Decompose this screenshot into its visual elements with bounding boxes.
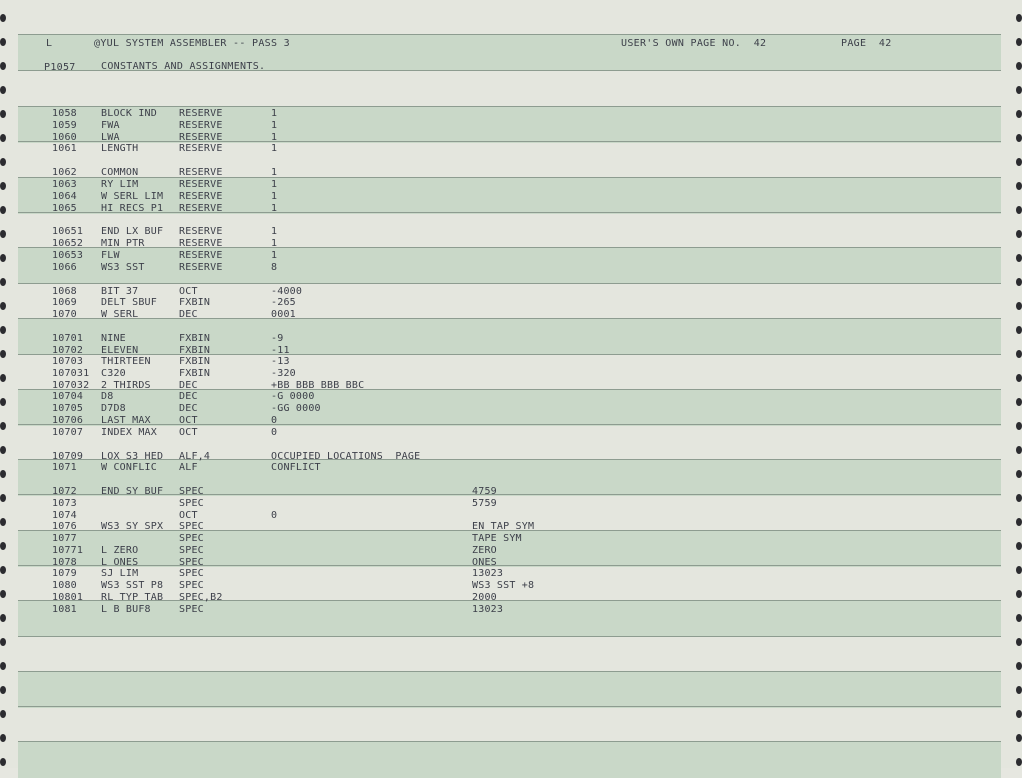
feed-hole <box>1016 134 1022 142</box>
line-address: 0001 <box>271 309 296 320</box>
line-number: 1077 <box>52 533 77 544</box>
feed-hole <box>0 638 6 646</box>
paper-band <box>18 600 1001 637</box>
line-number: 107031 <box>52 368 90 379</box>
line-opcode: RESERVE <box>179 250 223 261</box>
line-opcode: DEC <box>179 403 198 414</box>
line-label: INDEX MAX <box>101 427 157 438</box>
line-number: 1068 <box>52 286 77 297</box>
feed-hole <box>1016 230 1022 238</box>
line-opcode: DEC <box>179 391 198 402</box>
line-address: 1 <box>271 120 278 131</box>
line-address: 1 <box>271 108 278 119</box>
line-number: 10706 <box>52 415 84 426</box>
feed-hole <box>0 494 6 502</box>
paper-band <box>18 636 1001 672</box>
line-label: WS3 SST <box>101 262 145 273</box>
line-number: 10703 <box>52 356 84 367</box>
line-opcode: OCT <box>179 286 198 297</box>
line-number: 1074 <box>52 510 77 521</box>
line-address: -9 <box>271 333 284 344</box>
line-label: THIRTEEN <box>101 356 151 367</box>
feed-hole <box>0 758 6 766</box>
line-number: 10707 <box>52 427 84 438</box>
line-label: D8 <box>101 391 114 402</box>
line-operand: WS3 SST +8 <box>472 580 535 591</box>
line-number: 1070 <box>52 309 77 320</box>
line-opcode: SPEC <box>179 568 204 579</box>
paper-band <box>18 318 1001 355</box>
feed-hole <box>0 518 6 526</box>
feed-hole <box>1016 182 1022 190</box>
feed-hole <box>1016 494 1022 502</box>
line-label: W SERL LIM <box>101 191 164 202</box>
line-label: DELT SBUF <box>101 297 157 308</box>
feed-hole <box>1016 350 1022 358</box>
line-label: HI RECS P1 <box>101 203 164 214</box>
line-opcode: SPEC <box>179 521 204 532</box>
line-label: FWA <box>101 120 120 131</box>
paper-band <box>18 459 1001 496</box>
feed-hole <box>0 38 6 46</box>
line-opcode: FXBIN <box>179 345 211 356</box>
feed-hole <box>1016 62 1022 70</box>
line-label: LWA <box>101 132 120 143</box>
line-operand: ZERO <box>472 545 497 556</box>
line-number: 1071 <box>52 462 77 473</box>
feed-hole <box>1016 446 1022 454</box>
line-label: BIT 37 <box>101 286 139 297</box>
feed-hole <box>1016 326 1022 334</box>
line-label: L ONES <box>101 557 139 568</box>
feed-hole <box>1016 758 1022 766</box>
feed-hole <box>1016 278 1022 286</box>
line-address: -4000 <box>271 286 303 297</box>
line-label: LOX S3 HED <box>101 451 164 462</box>
feed-hole <box>0 710 6 718</box>
feed-hole <box>0 542 6 550</box>
line-opcode: OCT <box>179 510 198 521</box>
line-address: 1 <box>271 203 278 214</box>
feed-hole <box>0 230 6 238</box>
line-opcode: SPEC <box>179 545 204 556</box>
header-title: @YUL SYSTEM ASSEMBLER -- PASS 3 <box>94 38 290 49</box>
line-address: -265 <box>271 297 296 308</box>
paper-band <box>18 212 1001 248</box>
feed-hole <box>0 374 6 382</box>
feed-hole <box>0 446 6 454</box>
line-opcode: SPEC <box>179 486 204 497</box>
feed-hole <box>0 62 6 70</box>
feed-hole <box>0 350 6 358</box>
line-opcode: RESERVE <box>179 143 223 154</box>
line-label: WS3 SST P8 <box>101 580 164 591</box>
line-operand: 5759 <box>472 498 497 509</box>
line-address: 1 <box>271 143 278 154</box>
line-opcode: FXBIN <box>179 297 211 308</box>
feed-hole <box>1016 86 1022 94</box>
feed-hole <box>0 614 6 622</box>
line-address: -320 <box>271 368 296 379</box>
line-number: 1064 <box>52 191 77 202</box>
line-opcode: RESERVE <box>179 108 223 119</box>
feed-hole <box>0 86 6 94</box>
line-operand: 2000 <box>472 592 497 603</box>
line-number: 1061 <box>52 143 77 154</box>
feed-hole <box>1016 38 1022 46</box>
feed-hole <box>0 182 6 190</box>
feed-hole <box>1016 686 1022 694</box>
feed-hole <box>1016 470 1022 478</box>
line-opcode: ALF,4 <box>179 451 211 462</box>
feed-hole <box>0 566 6 574</box>
line-address: 1 <box>271 226 278 237</box>
line-label: C320 <box>101 368 126 379</box>
line-label: RL TYP TAB <box>101 592 164 603</box>
feed-hole <box>0 398 6 406</box>
line-operand: ONES <box>472 557 497 568</box>
line-address: 1 <box>271 238 278 249</box>
feed-hole <box>1016 398 1022 406</box>
feed-hole <box>1016 206 1022 214</box>
line-opcode: RESERVE <box>179 238 223 249</box>
line-opcode: RESERVE <box>179 120 223 131</box>
line-address: 1 <box>271 167 278 178</box>
line-label: COMMON <box>101 167 139 178</box>
feed-hole <box>0 158 6 166</box>
line-number: 1081 <box>52 604 77 615</box>
feed-hole <box>1016 254 1022 262</box>
line-opcode: FXBIN <box>179 368 211 379</box>
line-number: 10651 <box>52 226 84 237</box>
paper-band <box>18 106 1001 143</box>
feed-hole <box>0 422 6 430</box>
line-opcode: SPEC,B2 <box>179 592 223 603</box>
paper-band <box>18 283 1001 319</box>
line-number: 1059 <box>52 120 77 131</box>
feed-hole <box>0 590 6 598</box>
line-number: 1073 <box>52 498 77 509</box>
feed-hole <box>0 686 6 694</box>
feed-hole <box>1016 110 1022 118</box>
line-opcode: SPEC <box>179 580 204 591</box>
line-opcode: DEC <box>179 380 198 391</box>
line-number: 1058 <box>52 108 77 119</box>
line-operand: 4759 <box>472 486 497 497</box>
line-number: 10801 <box>52 592 84 603</box>
line-label: LAST MAX <box>101 415 151 426</box>
feed-hole <box>1016 542 1022 550</box>
line-label: D7D8 <box>101 403 126 414</box>
line-label: END LX BUF <box>101 226 164 237</box>
line-number: 1080 <box>52 580 77 591</box>
paper-band <box>18 70 1001 106</box>
line-label: LENGTH <box>101 143 139 154</box>
line-address: 1 <box>271 191 278 202</box>
line-number: 1063 <box>52 179 77 190</box>
line-number: 1065 <box>52 203 77 214</box>
line-opcode: RESERVE <box>179 226 223 237</box>
line-address: 0 <box>271 427 278 438</box>
line-label: END SY BUF <box>101 486 164 497</box>
paper-band <box>18 247 1001 284</box>
line-address: -G 0000 <box>271 391 315 402</box>
feed-hole <box>1016 302 1022 310</box>
line-opcode: OCT <box>179 427 198 438</box>
line-address: CONFLICT <box>271 462 321 473</box>
paper-band <box>18 741 1001 778</box>
feed-hole <box>0 662 6 670</box>
line-number: 1078 <box>52 557 77 568</box>
line-opcode: RESERVE <box>179 179 223 190</box>
line-address: 1 <box>271 250 278 261</box>
feed-hole <box>1016 158 1022 166</box>
line-number: 1076 <box>52 521 77 532</box>
line-address: 0 <box>271 510 278 521</box>
line-address: -13 <box>271 356 290 367</box>
line-operand: 13023 <box>472 568 504 579</box>
line-number: 1066 <box>52 262 77 273</box>
paper-band <box>18 389 1001 426</box>
line-opcode: RESERVE <box>179 167 223 178</box>
line-opcode: RESERVE <box>179 132 223 143</box>
paper-band <box>18 706 1001 742</box>
feed-hole <box>1016 590 1022 598</box>
line-number: 10704 <box>52 391 84 402</box>
line-number: 107032 <box>52 380 90 391</box>
feed-hole <box>0 278 6 286</box>
line-label: ELEVEN <box>101 345 139 356</box>
line-number: 10702 <box>52 345 84 356</box>
line-label: MIN PTR <box>101 238 145 249</box>
line-address: -11 <box>271 345 290 356</box>
line-number: 1060 <box>52 132 77 143</box>
feed-hole <box>0 470 6 478</box>
line-address: OCCUPIED LOCATIONS PAGE <box>271 451 421 462</box>
line-label: BLOCK IND <box>101 108 157 119</box>
line-opcode: OCT <box>179 415 198 426</box>
paper-band <box>18 671 1001 708</box>
line-number: 10705 <box>52 403 84 414</box>
feed-hole <box>0 326 6 334</box>
feed-hole <box>0 14 6 22</box>
line-opcode: SPEC <box>179 533 204 544</box>
feed-hole <box>1016 734 1022 742</box>
line-label: NINE <box>101 333 126 344</box>
line-number: 10771 <box>52 545 84 556</box>
feed-hole <box>0 110 6 118</box>
line-address: -GG 0000 <box>271 403 321 414</box>
line-label: WS3 SY SPX <box>101 521 164 532</box>
feed-hole <box>0 302 6 310</box>
line-address: 8 <box>271 262 278 273</box>
feed-hole <box>0 134 6 142</box>
section-title: CONSTANTS AND ASSIGNMENTS. <box>101 61 266 72</box>
line-label: W SERL <box>101 309 139 320</box>
line-opcode: SPEC <box>179 498 204 509</box>
feed-hole <box>1016 374 1022 382</box>
page-number: PAGE 42 <box>841 38 892 49</box>
paper-band <box>18 141 1001 177</box>
line-number: 10701 <box>52 333 84 344</box>
line-label: 2 THIRDS <box>101 380 151 391</box>
line-opcode: FXBIN <box>179 333 211 344</box>
feed-hole <box>1016 518 1022 526</box>
section-id: P1057 <box>44 62 76 73</box>
paper-band <box>18 424 1001 460</box>
line-operand: TAPE SYM <box>472 533 522 544</box>
line-label: FLW <box>101 250 120 261</box>
line-label: W CONFLIC <box>101 462 157 473</box>
line-opcode: SPEC <box>179 557 204 568</box>
line-address: 1 <box>271 179 278 190</box>
header-marker: L <box>46 38 53 49</box>
feed-hole <box>0 206 6 214</box>
line-opcode: DEC <box>179 309 198 320</box>
line-address: 0 <box>271 415 278 426</box>
feed-hole <box>1016 14 1022 22</box>
feed-hole <box>0 254 6 262</box>
line-opcode: ALF <box>179 462 198 473</box>
line-address: 1 <box>271 132 278 143</box>
paper-band <box>18 177 1001 214</box>
line-number: 10709 <box>52 451 84 462</box>
feed-hole <box>1016 710 1022 718</box>
line-number: 10652 <box>52 238 84 249</box>
feed-hole <box>1016 566 1022 574</box>
line-label: L ZERO <box>101 545 139 556</box>
line-number: 1062 <box>52 167 77 178</box>
line-number: 1072 <box>52 486 77 497</box>
line-label: SJ LIM <box>101 568 139 579</box>
feed-hole <box>1016 614 1022 622</box>
line-opcode: RESERVE <box>179 191 223 202</box>
line-opcode: SPEC <box>179 604 204 615</box>
paper-band <box>18 354 1001 390</box>
feed-hole <box>1016 662 1022 670</box>
line-opcode: RESERVE <box>179 262 223 273</box>
line-opcode: FXBIN <box>179 356 211 367</box>
feed-hole <box>0 734 6 742</box>
line-opcode: RESERVE <box>179 203 223 214</box>
users-page-number: USER'S OWN PAGE NO. 42 <box>621 38 767 49</box>
line-number: 1079 <box>52 568 77 579</box>
line-operand: EN TAP SYM <box>472 521 535 532</box>
line-label: RY LIM <box>101 179 139 190</box>
line-label: L B BUF8 <box>101 604 151 615</box>
line-operand: 13023 <box>472 604 504 615</box>
feed-hole <box>1016 638 1022 646</box>
feed-hole <box>1016 422 1022 430</box>
line-address: +BB BBB BBB BBC <box>271 380 365 391</box>
line-number: 1069 <box>52 297 77 308</box>
line-number: 10653 <box>52 250 84 261</box>
